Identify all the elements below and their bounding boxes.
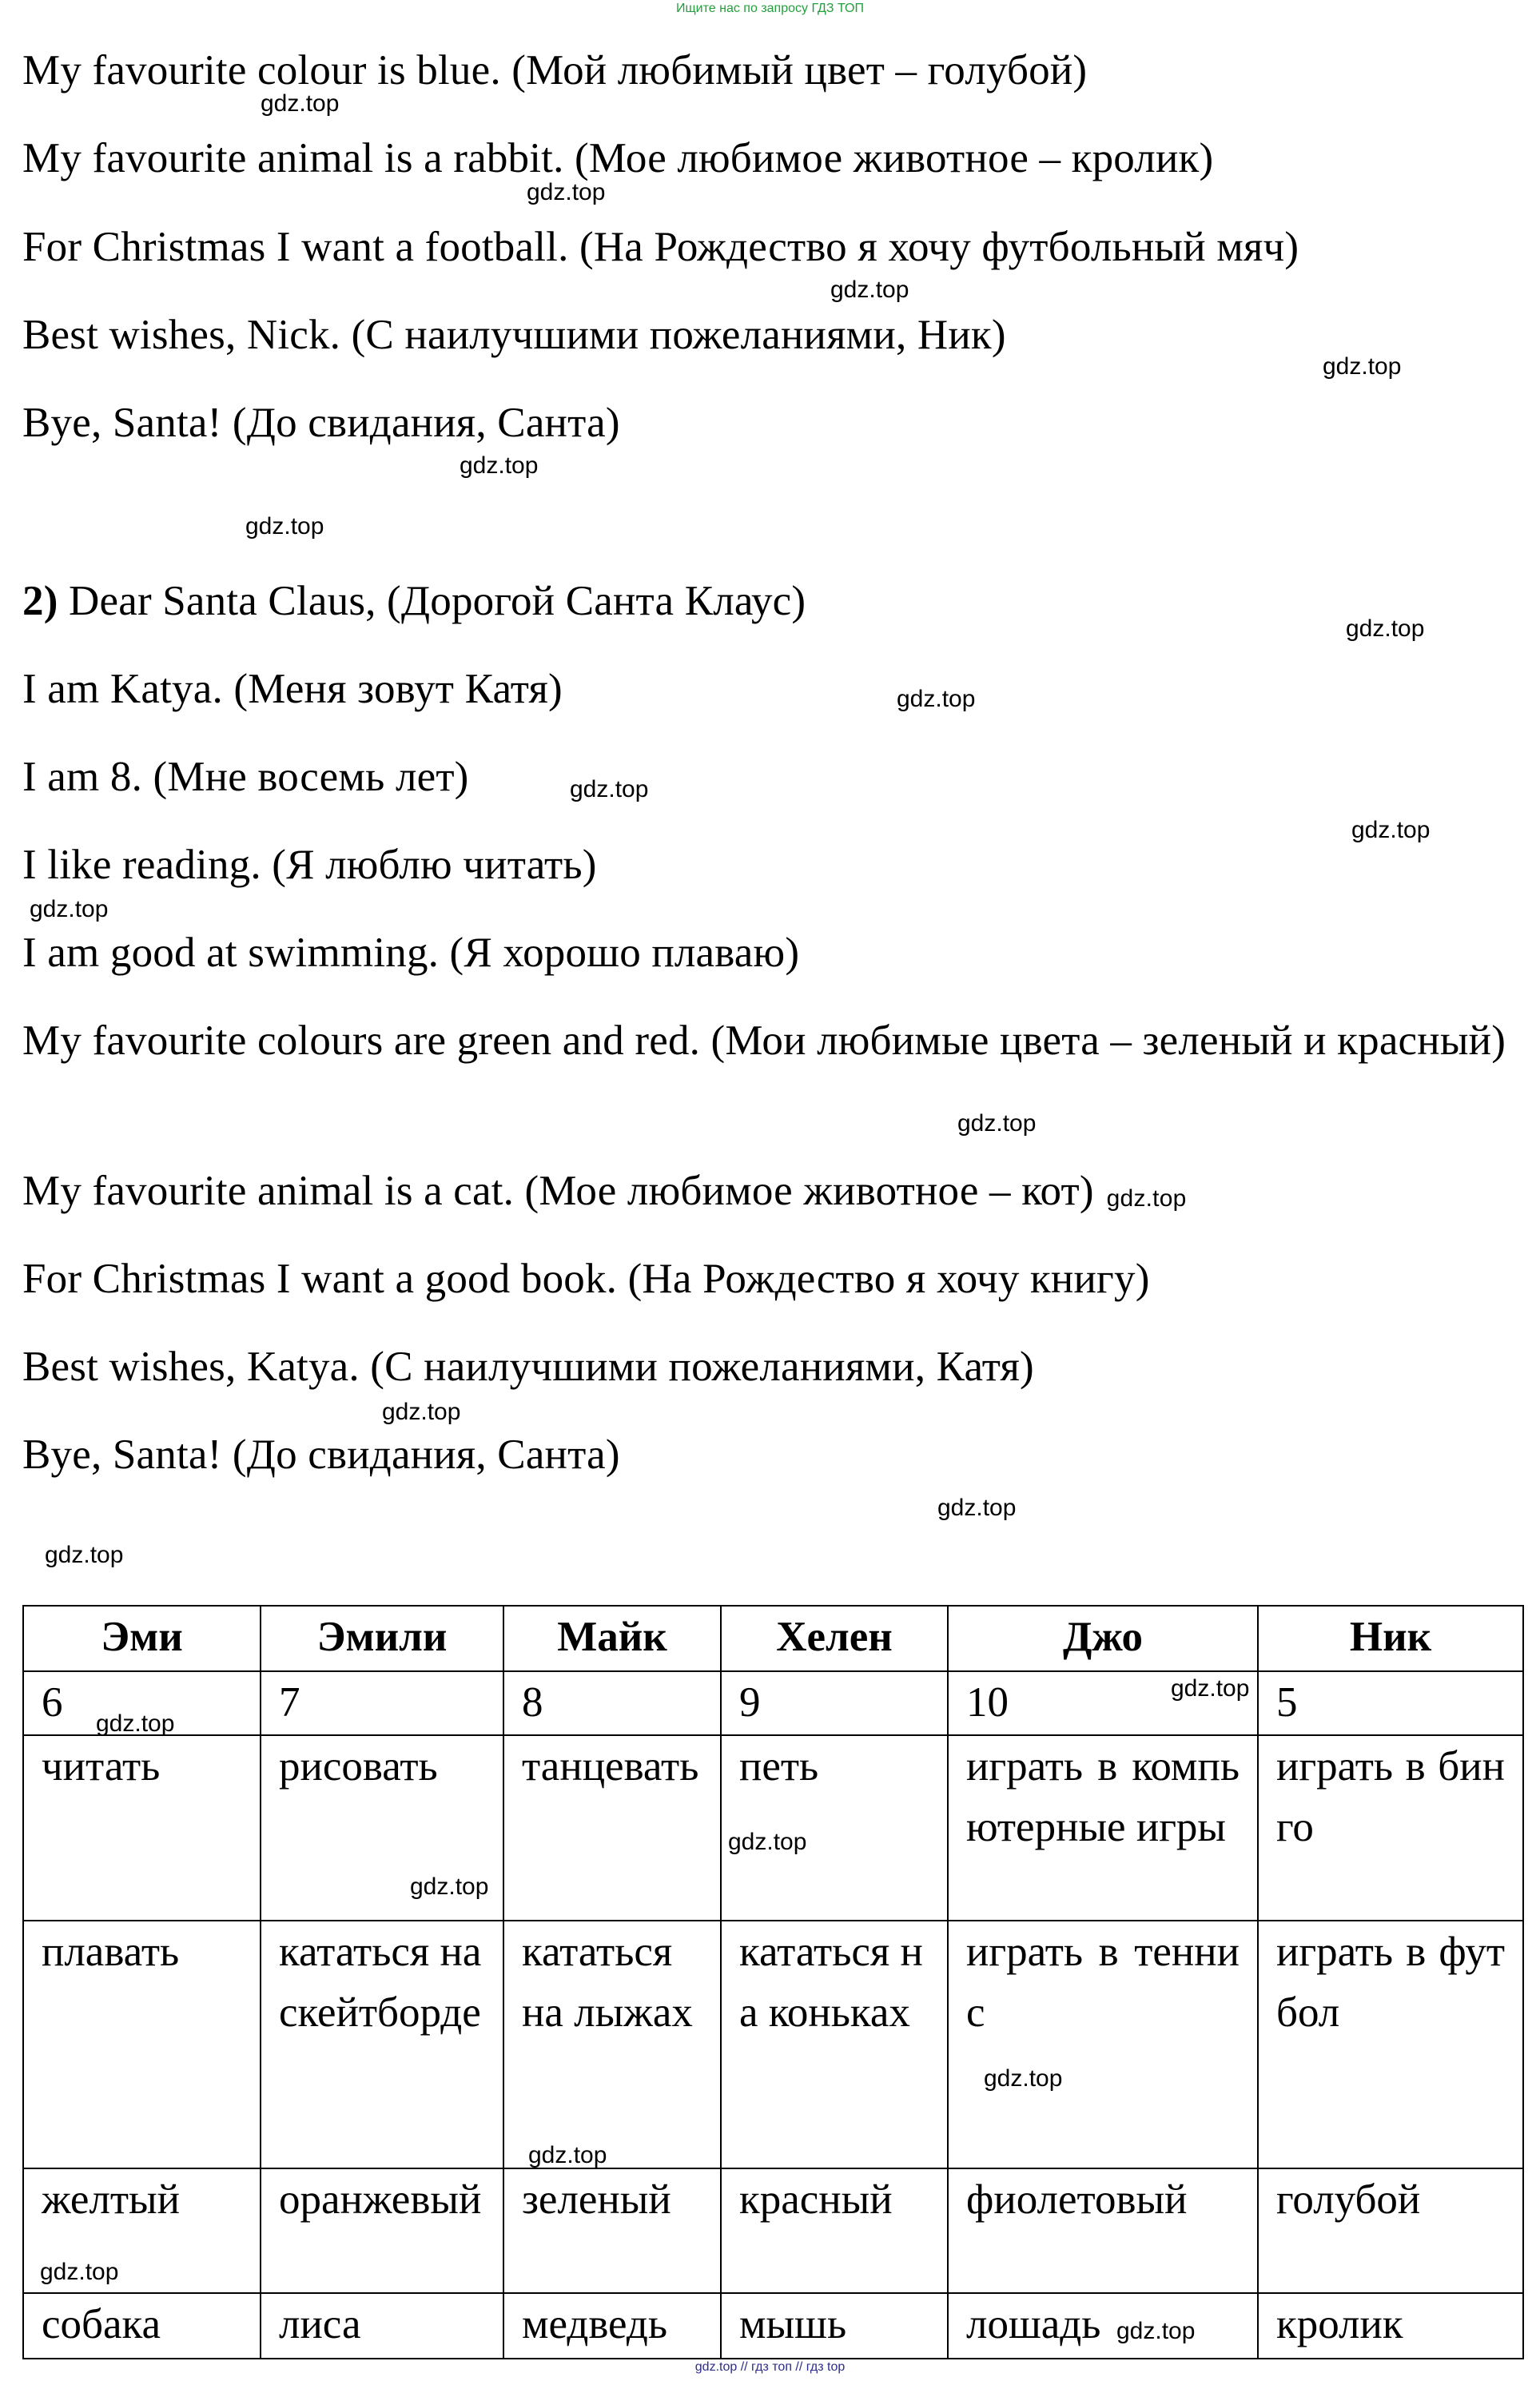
letter2-greeting (22, 575, 806, 627)
watermark: gdz.top (1116, 2318, 1196, 2344)
table-cell: фиолетовый (948, 2168, 1258, 2293)
table-cell (23, 2168, 261, 2293)
watermark: gdz.top (527, 179, 606, 205)
watermark: gdz.top (728, 1829, 807, 1855)
table-cell: кататься на скейтборде (261, 1921, 503, 2168)
table-cell: играть в компьютерные игры (948, 1735, 1258, 1921)
table-cell: медведь (503, 2293, 721, 2359)
table-cell (261, 1735, 503, 1921)
table-row (23, 1735, 1523, 1921)
watermark: gdz.top (984, 2065, 1063, 2092)
cell-text: 10 (966, 1679, 1009, 1726)
site-banner: Ищите нас по запросу ГДЗ ТОП (676, 2, 864, 15)
page-footer: gdz.top // гдз топ // гдз top (694, 2360, 846, 2374)
watermark: gdz.top (1323, 353, 1402, 380)
watermark: gdz.top (410, 1873, 489, 1900)
letter2-line: Bye, Santa! (До свидания, Санта) (22, 1431, 620, 1478)
cell-text: лошадь (966, 2301, 1101, 2347)
table-cell (948, 1921, 1258, 2168)
table-cell: 9 (721, 1671, 948, 1735)
watermark: gdz.top (1171, 1675, 1250, 1702)
cell-text: желтый (42, 2176, 181, 2223)
greeting-text: Dear Santa Claus, (Дорогой Санта Клаус) (69, 578, 806, 624)
table-row (23, 1671, 1523, 1735)
watermark: gdz.top (528, 2142, 607, 2168)
letter2-line: I like reading. (Я люблю читать) (22, 842, 597, 888)
watermark: gdz.top (96, 1710, 175, 1737)
table-row (23, 2293, 1523, 2359)
letter1-line: Best wishes, Nick. (С наилучшими пожеланиями, Ник) (22, 312, 1006, 358)
table-cell: 5 (1258, 1671, 1523, 1735)
line-text: My favourite animal is a cat. (Мое любимое животное – кот) (22, 1168, 1094, 1214)
column-header: Майк (503, 1606, 721, 1671)
letter2-line: I am Katya. (Меня зовут Катя) (22, 666, 563, 712)
table-cell: играть в футбол (1258, 1921, 1523, 2168)
table-row (23, 1921, 1523, 2168)
letter2-line: I am 8. (Мне восемь лет) (22, 754, 469, 800)
cell-text: играть в теннис (966, 1929, 1240, 2036)
table-cell (948, 2293, 1258, 2359)
letter2-line: Best wishes, Katya. (С наилучшими пожеланиями, Катя) (22, 1344, 1034, 1390)
table-cell: играть в бинго (1258, 1735, 1523, 1921)
cell-text: рисовать (279, 1743, 438, 1790)
table-cell: лиса (261, 2293, 503, 2359)
watermark: gdz.top (261, 90, 340, 117)
cell-text: петь (739, 1743, 819, 1790)
letter2-line: For Christmas I want a good book. (На Рождество я хочу книгу) (22, 1256, 1150, 1302)
table-cell: 8 (503, 1671, 721, 1735)
kids-table (22, 1605, 1524, 2359)
letter1-line: My favourite animal is a rabbit. (Мое любимое животное – кролик) (22, 135, 1214, 181)
table-cell (721, 1735, 948, 1921)
watermark: gdz.top (897, 686, 976, 712)
watermark: gdz.top (40, 2259, 119, 2285)
letter2-line: My favourite colours are green and red. (Мои любимые цвета – зеленый и красный) (22, 1017, 1506, 1064)
watermark: gdz.top (1346, 615, 1425, 642)
table-cell (23, 1671, 261, 1735)
watermark: gdz.top (460, 452, 539, 479)
table-cell (948, 1671, 1258, 1735)
table-cell (503, 1921, 721, 2168)
table-cell: красный (721, 2168, 948, 2293)
letter1-line: My favourite colour is blue. (Мой любимый цвет – голубой) (22, 47, 1088, 94)
section-number: 2) (22, 578, 58, 624)
letter1-line: For Christmas I want a football. (На Рождество я хочу футбольный мяч) (22, 224, 1299, 270)
column-header: Джо (948, 1606, 1258, 1671)
column-header: Ник (1258, 1606, 1523, 1671)
watermark: gdz.top (957, 1110, 1037, 1137)
cell-text: кататься на лыжах (522, 1929, 693, 2036)
table-cell: зеленый (503, 2168, 721, 2293)
watermark: gdz.top (382, 1399, 461, 1425)
watermark: gdz.top (245, 513, 324, 540)
table-cell: танцевать (503, 1735, 721, 1921)
letter2-line: I am good at swimming. (Я хорошо плаваю) (22, 930, 800, 976)
watermark: gdz.top (1351, 817, 1431, 843)
column-header: Хелен (721, 1606, 948, 1671)
letter1-line: Bye, Santa! (До свидания, Санта) (22, 400, 620, 446)
table-cell: читать (23, 1735, 261, 1921)
watermark: gdz.top (1106, 1185, 1187, 1212)
watermark: gdz.top (830, 277, 909, 303)
table-header-row (23, 1606, 1523, 1671)
table-cell: мышь (721, 2293, 948, 2359)
column-header: Эми (23, 1606, 261, 1671)
table-cell: 7 (261, 1671, 503, 1735)
cell-text: 6 (42, 1679, 63, 1726)
column-header: Эмили (261, 1606, 503, 1671)
watermark: gdz.top (570, 776, 649, 802)
table-cell: голубой (1258, 2168, 1523, 2293)
table-cell: плавать (23, 1921, 261, 2168)
table-cell: оранжевый (261, 2168, 503, 2293)
table-cell: кролик (1258, 2293, 1523, 2359)
letter2-line (22, 1165, 1186, 1216)
watermark: gdz.top (45, 1542, 124, 1568)
watermark: gdz.top (30, 896, 109, 922)
table-row (23, 2168, 1523, 2293)
table-cell: кататься на коньках (721, 1921, 948, 2168)
watermark: gdz.top (937, 1495, 1017, 1521)
table-cell: собака (23, 2293, 261, 2359)
